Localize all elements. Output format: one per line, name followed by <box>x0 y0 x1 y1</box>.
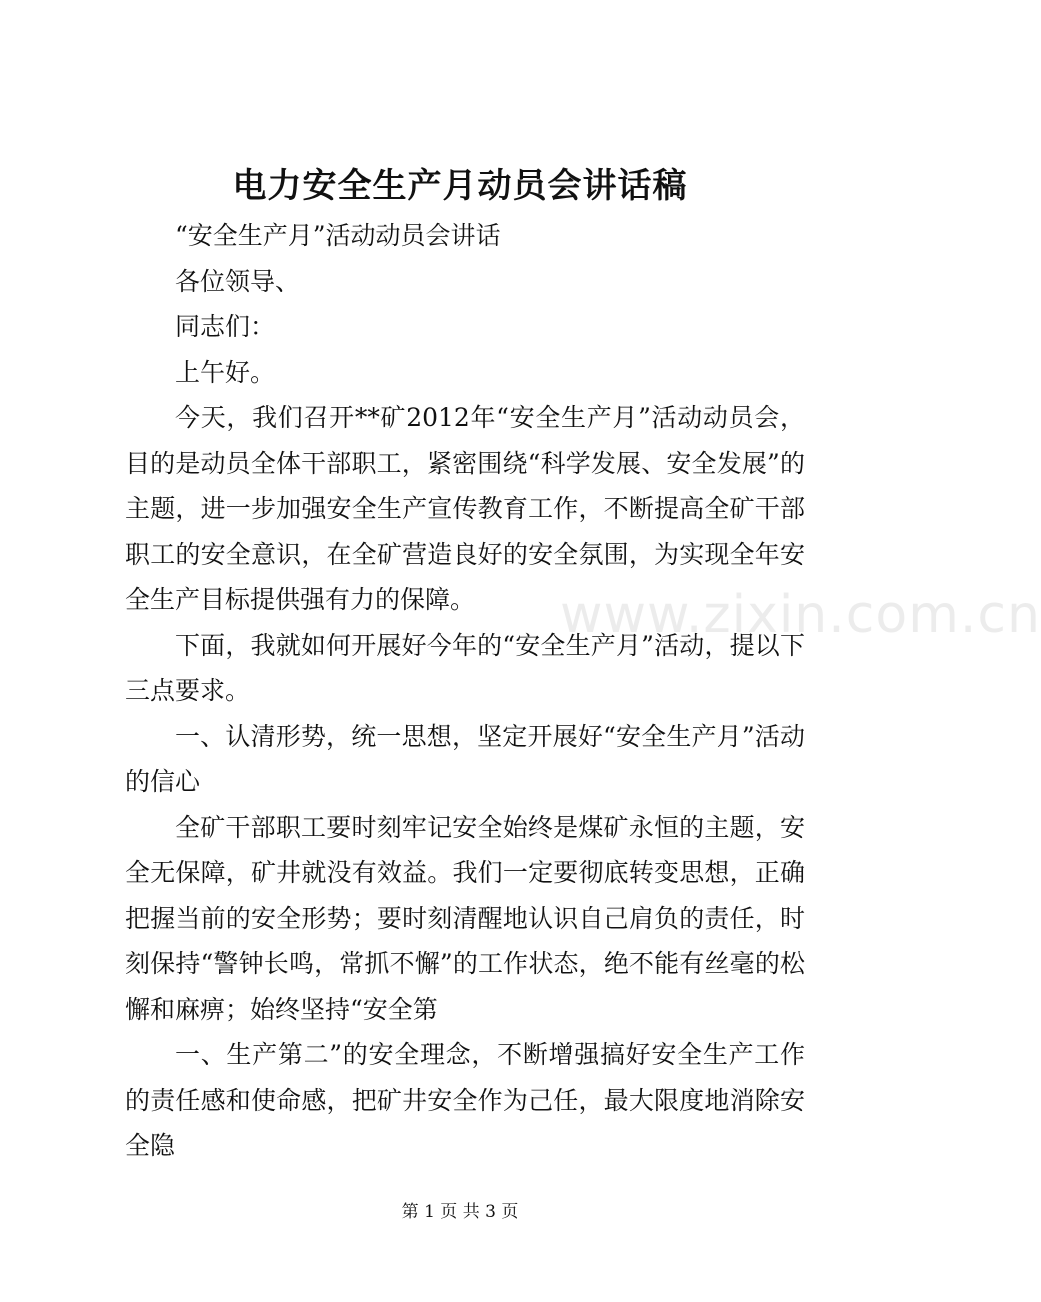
paragraph-subtitle: “安全生产月”活动动员会讲话 <box>175 221 501 250</box>
paragraph-intro: 今天，我们召开**矿2012年“安全生产月”活动动员会，目的是动员全体干部职工，紧密围绕“科学发展、安全发展”的主题，进一步加强安全生产宣传教育工作，不断提高全矿干部职工的安全意识，在全矿营造良好的安全氛围，为实现全年安全生产目标提供强有力的保障。 <box>125 403 805 614</box>
paragraph-requirements: 下面，我就如何开展好今年的“安全生产月”活动，提以下三点要求。 <box>125 630 805 705</box>
paragraph-section-heading-1: 一、认清形势，统一思想，坚定开展好“安全生产月”活动的信心 <box>125 721 805 796</box>
paragraph-section-body-1: 全矿干部职工要时刻牢记安全始终是煤矿永恒的主题，安全无保障，矿井就没有效益。我们一定要彻底转变思想，正确把握当前的安全形势；要时刻清醒地认识自己肩负的责任，时刻保持“警钟长鸣，常抓不懈”的工作状态，绝不能有丝毫的松懈和麻痹；始终坚持“安全第 <box>125 812 805 1024</box>
document-title: 电力安全生产月动员会讲话稿 <box>232 166 688 206</box>
site-watermark: www.zixin.com.cn <box>560 585 1041 645</box>
paragraph-salutation-1: 各位领导、 <box>175 266 301 296</box>
paragraph-salutation-2: 同志们： <box>175 312 276 341</box>
page-number-footer: 第 1 页 共 3 页 <box>401 1202 519 1222</box>
document-body <box>125 213 805 1169</box>
paragraph-section-body-2: 一、生产第二”的安全理念，不断增强搞好安全生产工作的责任感和使命感，把矿井安全作为己任，最大限度地消除安全隐 <box>125 1040 805 1160</box>
paragraph-greeting: 上午好。 <box>175 357 276 387</box>
